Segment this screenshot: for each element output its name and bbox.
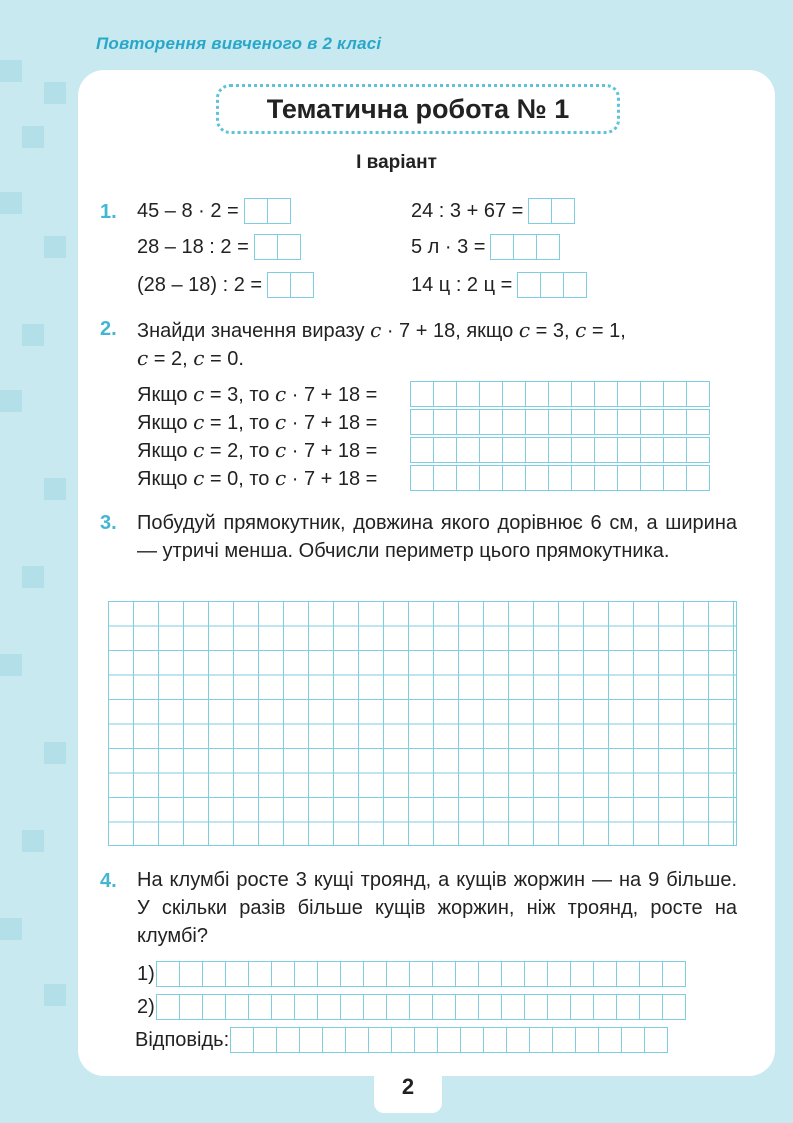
answer-cells[interactable] (255, 234, 301, 260)
step1-label: 1) (137, 962, 155, 985)
task4-text: На клумбі росте 3 кущі троянд, а кущів жоржин — на 9 більше. У скільки разів більше кущів жоржин, ніж троянд, росте на клумбі? (137, 869, 737, 947)
answer-cells[interactable] (518, 272, 587, 298)
task2-row (137, 409, 710, 435)
answer-cells[interactable] (268, 272, 314, 298)
task2-row-text: Якщо c = 1, то c · 7 + 18 = (137, 409, 378, 434)
task3-text: Побудуй прямокутник, довжина якого дорівнює 6 см, а ширина — утричі менша. Обчисли периметр цього прямокутника. (137, 512, 737, 562)
task3-number: 3. (100, 512, 117, 534)
task2-row-text: Якщо c = 2, то c · 7 + 18 = (137, 437, 378, 462)
answer-cells[interactable] (411, 409, 710, 435)
answer-cells[interactable] (411, 437, 710, 463)
drawing-grid[interactable] (108, 601, 737, 846)
task4-step2-row (137, 994, 686, 1020)
task2-row (137, 437, 710, 463)
task4-number: 4. (100, 870, 117, 892)
title-frame (216, 84, 620, 134)
page-number: 2 (401, 1074, 415, 1099)
task1-item-1 (137, 198, 291, 224)
task2-row-text: Якщо c = 0, то c · 7 + 18 = (137, 465, 378, 490)
task1-expression: 28 – 18 : 2 = (137, 235, 249, 258)
page-title: Тематична робота № 1 (266, 93, 570, 124)
task1-expression: 5 л · 3 = (411, 235, 486, 258)
task1-expression: 14 ц : 2 ц = (411, 273, 513, 296)
task2-text-line1: Знайди значення виразу c · 7 + 18, якщо c = 3, c = 1, (137, 318, 626, 342)
task1-item-2 (411, 198, 575, 224)
task1-number: 1. (100, 201, 117, 223)
answer-cells[interactable] (411, 381, 710, 407)
answer-cells[interactable] (411, 465, 710, 491)
answer-cells[interactable] (157, 961, 686, 987)
answer-cells[interactable] (231, 1027, 668, 1053)
answer-cells[interactable] (245, 198, 291, 224)
task1-expression: 24 : 3 + 67 = (411, 199, 524, 222)
task1-item-6 (411, 272, 587, 298)
task2-number: 2. (100, 318, 117, 340)
answer-cells[interactable] (157, 994, 686, 1020)
answer-cells[interactable] (491, 234, 560, 260)
task1-expression: 45 – 8 · 2 = (137, 199, 239, 222)
task2-row (137, 381, 710, 407)
section-header: Повторення вивченого в 2 класі (96, 34, 382, 53)
answer-cells[interactable] (529, 198, 575, 224)
task2-text-line2: c = 2, c = 0. (137, 346, 244, 370)
task1-item-4 (411, 234, 560, 260)
answer-label: Відповідь: (135, 1028, 230, 1051)
task2-row-text: Якщо c = 3, то c · 7 + 18 = (137, 381, 378, 406)
variant-label: І варіант (356, 152, 437, 173)
task1-expression: (28 – 18) : 2 = (137, 273, 263, 296)
task4-step1-row (137, 961, 686, 987)
task2-row (137, 465, 710, 491)
task4-answer-row (135, 1027, 668, 1053)
task1-item-5 (137, 272, 314, 298)
step2-label: 2) (137, 995, 155, 1018)
task1-item-3 (137, 234, 301, 260)
